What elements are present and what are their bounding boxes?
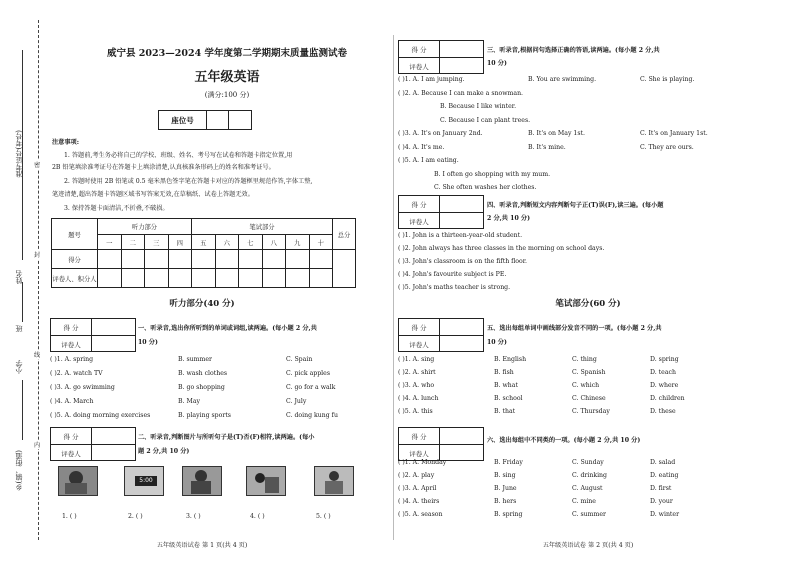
listening-title: 听力部分(40 分): [169, 299, 235, 309]
q1-option-a: ( )4. A. March: [50, 398, 94, 405]
q5-option-d: D. spring: [650, 356, 679, 363]
notice-title: 注意事项:: [52, 139, 80, 146]
notice-line: 2B 铅笔填涂准考证号在答题卡上填涂清楚,认真核准条形码上的姓名和准考证号。: [52, 164, 275, 171]
q3-option-c: C. They are ours.: [640, 143, 694, 151]
town-label: 乡(镇、街道): [15, 450, 23, 491]
q6-list: [398, 459, 778, 524]
q5-title: 五、选出每组单词中画线部分发音不同的一项。(每小题 2 分,共: [487, 325, 662, 332]
class-label: 班: [15, 325, 23, 332]
q5-option-a: ( )4. A. lunch: [398, 395, 439, 402]
q3-option-c: C. She often washes her clothes.: [434, 184, 537, 191]
q3-prompt: ( )5. A. I am eating.: [398, 157, 459, 164]
q5-option-c: C. which: [572, 382, 600, 389]
q5-option-b: B. what: [494, 382, 518, 389]
q2-title: 二、听录音,判断图片与所听句子是(T)否(F)相符,读两遍。(每小: [138, 434, 315, 441]
notice-line: 3. 保持答题卡面清洁,不折叠,不破损。: [64, 205, 169, 212]
page-divider: [393, 35, 394, 540]
q4-title-2: 2 分,共 10 分): [487, 215, 531, 222]
q6-option-a: ( )4. A. theirs: [398, 498, 440, 505]
q1-option-a: ( )3. A. go swimming: [50, 384, 115, 391]
q1-title-2: 10 分): [138, 339, 158, 346]
cut-char: 内: [34, 442, 41, 449]
q6-option-b: B. sing: [494, 472, 516, 479]
q5-option-c: C. Thursday: [572, 408, 610, 415]
q1-list: [50, 356, 360, 426]
q5-option-a: ( )3. A. who: [398, 382, 435, 389]
listening-header: 听力部分: [98, 219, 192, 235]
q1-option-c: C. July: [286, 398, 307, 405]
q6-option-a: ( )1. A. Monday: [398, 459, 447, 466]
num-cell: 八: [262, 234, 286, 250]
q5-option-b: B. school: [494, 395, 523, 402]
grader-box: 得 分 评卷人: [50, 427, 136, 461]
subject-title: 五年级英语: [194, 70, 260, 85]
total-header: 总分: [333, 219, 356, 250]
writing-header: 笔试部分: [192, 219, 333, 235]
picture-answer[interactable]: 4. ( ): [250, 513, 265, 520]
q4-statement: ( )2. John always has three classes in the morning on school days.: [398, 245, 605, 252]
q5-option-c: C. Spanish: [572, 369, 606, 376]
q6-option-b: B. Friday: [494, 459, 523, 466]
q1-option-c: C. go for a walk: [286, 384, 336, 391]
cut-char: 线: [34, 352, 41, 359]
col-label: 题号: [52, 219, 98, 250]
q1-option-a: ( )1. A. spring: [50, 356, 94, 363]
q1-option-b: B. May: [178, 398, 201, 405]
q3-option-b: B. It's mine.: [528, 143, 566, 151]
num-cell: 三: [145, 234, 169, 250]
picture-3: [182, 466, 222, 496]
q5-option-b: B. English: [494, 356, 527, 363]
q1-option-b: B. playing sports: [178, 412, 231, 419]
q4-statement: ( )3. John's classroom is on the fifth floor.: [398, 258, 527, 265]
name-label: 姓名: [15, 270, 23, 284]
num-cell: 六: [215, 234, 239, 250]
grader-box: 得 分 评卷人: [398, 40, 484, 74]
q5-title-2: 10 分): [487, 339, 507, 346]
q3-title-2: 10 分): [487, 60, 507, 67]
ticket-label: 准考证号(考号): [15, 130, 23, 178]
picture-4: [246, 466, 286, 496]
fill-line-1: [22, 50, 23, 260]
q2-title-2: 题 2 分,共 10 分): [138, 448, 190, 455]
picture-answer[interactable]: 1. ( ): [62, 513, 77, 520]
q6-option-d: D. first: [650, 485, 672, 492]
school-label: 小学: [15, 360, 23, 374]
q5-option-d: D. teach: [650, 369, 676, 376]
num-cell: 十: [309, 234, 333, 250]
grader-box: 得 分 评卷人: [398, 195, 484, 229]
q6-option-c: C. drinking: [572, 472, 608, 479]
q3-option-c: C. She is playing.: [640, 76, 695, 83]
q4-list: [398, 232, 778, 297]
q3-option-c: C. Because I can plant trees.: [440, 116, 531, 124]
num-cell: 二: [121, 234, 145, 250]
q3-title: 三、听录音,根据问句选择正确的答语,读两遍。(每小题 2 分,共: [487, 47, 660, 54]
picture-answer[interactable]: 2. ( ): [128, 513, 143, 520]
total-score: (满分:100 分): [204, 91, 250, 99]
q4-title: 四、听录音,判断短文内容判断句子正(T)误(F),读三遍。(每小题: [487, 202, 664, 209]
writing-title: 笔试部分(60 分): [555, 299, 621, 309]
q1-option-b: B. summer: [178, 356, 212, 363]
q4-statement: ( )4. John's favourite subject is PE.: [398, 271, 507, 278]
num-cell: 七: [239, 234, 263, 250]
q1-title: 一、听录音,选出你所听到的单词或词组,读两遍。(每小题 2 分,共: [138, 325, 317, 332]
q1-option-a: ( )2. A. watch TV: [50, 370, 103, 377]
notice-line: 2. 答题时使用 2B 铅笔或 0.5 毫米黑色签字笔在答题卡对应的答题框里规范作答,字体工整,: [64, 178, 313, 185]
q6-option-c: C. summer: [572, 511, 606, 518]
q1-option-a: ( )5. A. doing morning exercises: [50, 412, 151, 419]
seat-cell[interactable]: [229, 111, 251, 129]
footer-right: 五年级英语试卷 第 2 页(共 4 页): [542, 542, 634, 549]
picture-2: [124, 466, 164, 496]
q5-list: [398, 356, 778, 421]
grader-box: 得 分 评卷人: [50, 318, 136, 352]
q3-option-c: C. It's on January 1st.: [640, 130, 708, 137]
q5-option-a: ( )1. A. sing: [398, 356, 435, 363]
q6-option-d: D. winter: [650, 511, 680, 518]
q5-option-c: C. Chinese: [572, 395, 606, 402]
q3-option-b: B. You are swimming.: [528, 76, 597, 83]
q3-option-b: B. I often go shopping with my mum.: [434, 170, 551, 178]
picture-5: [314, 466, 354, 496]
q6-option-b: B. spring: [494, 511, 523, 518]
q6-option-c: C. Sunday: [572, 459, 604, 466]
q3-option-b: B. It's on May 1st.: [528, 130, 585, 137]
q5-option-d: D. these: [650, 408, 676, 415]
q5-option-a: ( )2. A. shirt: [398, 369, 436, 376]
num-cell: 五: [192, 234, 216, 250]
q5-option-d: D. children: [650, 395, 685, 402]
clock-display: 5:00: [135, 476, 157, 486]
notice-line: 笔迹清楚,超出答题卡答题区域书写答案无效,在草稿纸、试卷上答题无效。: [52, 191, 254, 198]
grader-box: 得 分 评卷人: [398, 318, 484, 352]
q3-prompt: ( )1. A. I am jumping.: [398, 76, 465, 83]
seat-label: 座位号: [159, 111, 207, 129]
seat-cell[interactable]: [207, 111, 230, 129]
q6-option-a: ( )5. A. season: [398, 511, 443, 518]
q3-prompt: ( )4. A. It's me.: [398, 143, 445, 151]
q6-option-d: D. your: [650, 498, 673, 505]
q1-option-c: C. Spain: [286, 356, 313, 363]
notice-line: 1. 答题前,考生务必将自己的学校、班级、姓名、考号写在试卷和答题卡指定位置,用: [64, 152, 293, 159]
q5-option-c: C. thing: [572, 356, 597, 363]
q6-option-a: ( )2. A. play: [398, 472, 435, 479]
q3-option-b: B. Because I like winter.: [440, 103, 517, 110]
q6-option-d: D. eating: [650, 472, 679, 479]
q4-statement: ( )5. John's maths teacher is strong.: [398, 284, 511, 291]
q3-prompt: ( )3. A. It's on January 2nd.: [398, 130, 483, 137]
picture-1: [58, 466, 98, 496]
fill-line-2: [22, 282, 23, 322]
cut-char: 封: [34, 252, 41, 259]
q6-option-c: C. mine: [572, 498, 596, 505]
binding-strip: [0, 20, 48, 540]
q1-option-b: B. wash clothes: [178, 370, 228, 377]
q6-option-c: C. August: [572, 485, 603, 492]
q1-option-c: C. doing kung fu: [286, 412, 338, 419]
q1-option-c: C. pick apples: [286, 370, 330, 377]
footer-left: 五年级英语试卷 第 1 页(共 4 页): [156, 542, 248, 549]
q4-statement: ( )1. John is a thirteen-year-old student.: [398, 232, 523, 239]
cut-char: 密: [34, 162, 41, 169]
cut-line: [38, 20, 39, 540]
q6-option-a: ( )3. A. April: [398, 485, 437, 492]
q6-option-b: B. hers: [494, 498, 517, 505]
q3-prompt: ( )2. A. Because I can make a snowman.: [398, 89, 524, 97]
q1-option-b: B. go shopping: [178, 384, 225, 391]
row-score-label: 得分: [52, 250, 98, 269]
picture-answer[interactable]: 5. ( ): [316, 513, 331, 520]
q3-list: [398, 76, 778, 198]
seat-box: [158, 110, 252, 130]
fill-line-3: [22, 380, 23, 440]
num-cell: 一: [98, 234, 122, 250]
q5-option-d: D. where: [650, 382, 679, 389]
q5-option-a: ( )5. A. this: [398, 408, 433, 415]
num-cell: 九: [286, 234, 310, 250]
q5-option-b: B. that: [494, 408, 516, 415]
grader-box: 得 分 评卷人: [398, 427, 484, 461]
row-marker-label: 评卷人、积分人: [52, 269, 98, 288]
num-cell: 四: [168, 234, 192, 250]
picture-answer[interactable]: 3. ( ): [186, 513, 201, 520]
q5-option-b: B. fish: [494, 369, 514, 376]
q6-option-b: B. June: [494, 485, 517, 492]
exam-title: 威宁县 2023—2024 学年度第二学期期末质量监测试卷: [107, 48, 347, 59]
q6-option-d: D. salad: [650, 459, 676, 466]
q6-title: 六、选出每组中不同类的一项。(每小题 2 分,共 10 分): [487, 437, 641, 444]
score-table: [51, 218, 356, 288]
